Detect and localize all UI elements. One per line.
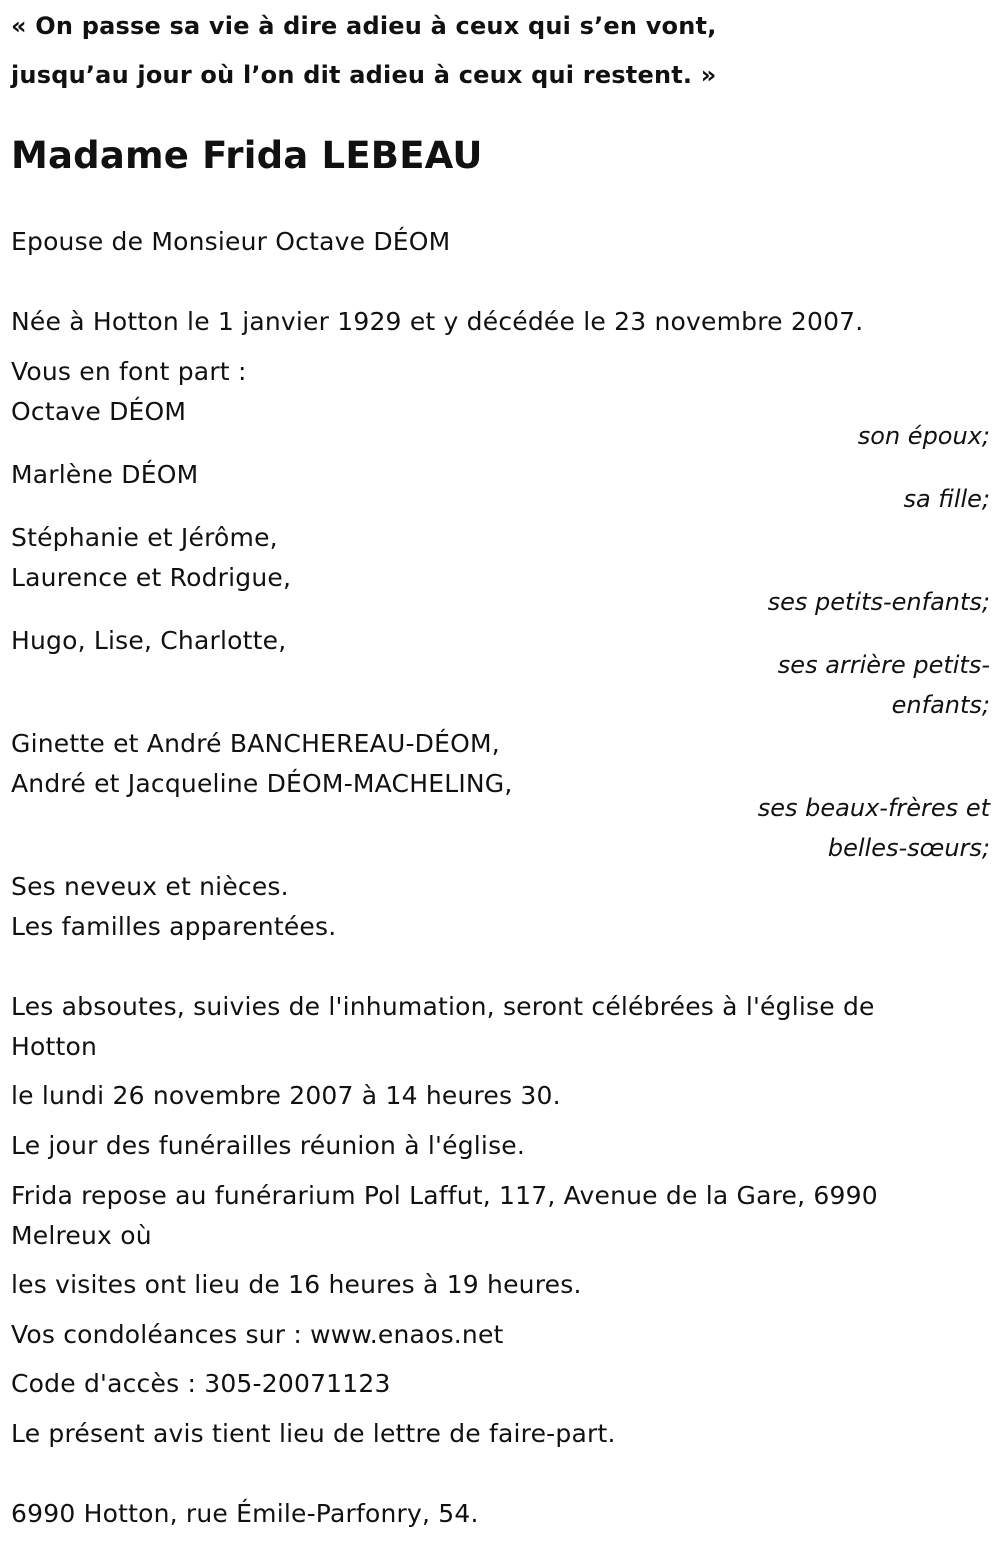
access-code-line: Code d'accès : 305-20071123 bbox=[11, 1369, 391, 1398]
spouse-line: Epouse de Monsieur Octave DÉOM bbox=[11, 227, 451, 256]
repose-line-2: Melreux où bbox=[11, 1221, 152, 1250]
others-families: Les familles apparentées. bbox=[11, 912, 337, 941]
family-relation-great-grandchildren-2: enfants; bbox=[891, 691, 990, 719]
family-name-grandchildren-1: Stéphanie et Jérôme, bbox=[11, 523, 278, 552]
repose-line-1: Frida repose au funérarium Pol Laffut, 117, Avenue de la Gare, 6990 bbox=[11, 1181, 878, 1210]
family-name-daughter: Marlène DÉOM bbox=[11, 460, 199, 489]
notice-line: Le présent avis tient lieu de lettre de faire-part. bbox=[11, 1419, 616, 1448]
visits-line: les visites ont lieu de 16 heures à 19 heures. bbox=[11, 1270, 582, 1299]
family-relation-daughter: sa fille; bbox=[903, 485, 990, 513]
ceremony-date: le lundi 26 novembre 2007 à 14 heures 30. bbox=[11, 1081, 561, 1110]
others-nephews: Ses neveux et nièces. bbox=[11, 872, 289, 901]
birth-death-line: Née à Hotton le 1 janvier 1929 et y décédée le 23 novembre 2007. bbox=[11, 307, 864, 336]
family-relation-in-laws-1: ses beaux-frères et bbox=[757, 794, 990, 822]
ceremony-meeting: Le jour des funérailles réunion à l'église. bbox=[11, 1131, 526, 1160]
deceased-name: Madame Frida LEBEAU bbox=[11, 134, 483, 177]
family-name-in-laws-2: André et Jacqueline DÉOM-MACHELING, bbox=[11, 769, 513, 798]
family-name-in-laws-1: Ginette et André BANCHEREAU-DÉOM, bbox=[11, 729, 500, 758]
condolences-line: Vos condoléances sur : www.enaos.net bbox=[11, 1320, 504, 1349]
ceremony-line-1: Les absoutes, suivies de l'inhumation, seront célébrées à l'église de bbox=[11, 992, 875, 1021]
quote-line-2: jusqu’au jour où l’on dit adieu à ceux qui restent. » bbox=[11, 61, 717, 89]
family-name-grandchildren-2: Laurence et Rodrigue, bbox=[11, 563, 292, 592]
address-line: 6990 Hotton, rue Émile-Parfonry, 54. bbox=[11, 1499, 479, 1528]
family-relation-spouse: son époux; bbox=[857, 422, 990, 450]
family-relation-great-grandchildren-1: ses arrière petits- bbox=[777, 651, 990, 679]
ceremony-line-2: Hotton bbox=[11, 1032, 98, 1061]
family-name-great-grandchildren: Hugo, Lise, Charlotte, bbox=[11, 626, 287, 655]
quote-line-1: « On passe sa vie à dire adieu à ceux qui s’en vont, bbox=[11, 12, 717, 40]
family-relation-grandchildren: ses petits-enfants; bbox=[767, 588, 990, 616]
announce-intro: Vous en font part : bbox=[11, 357, 247, 386]
family-name-spouse: Octave DÉOM bbox=[11, 397, 187, 426]
family-relation-in-laws-2: belles-sœurs; bbox=[827, 834, 990, 862]
